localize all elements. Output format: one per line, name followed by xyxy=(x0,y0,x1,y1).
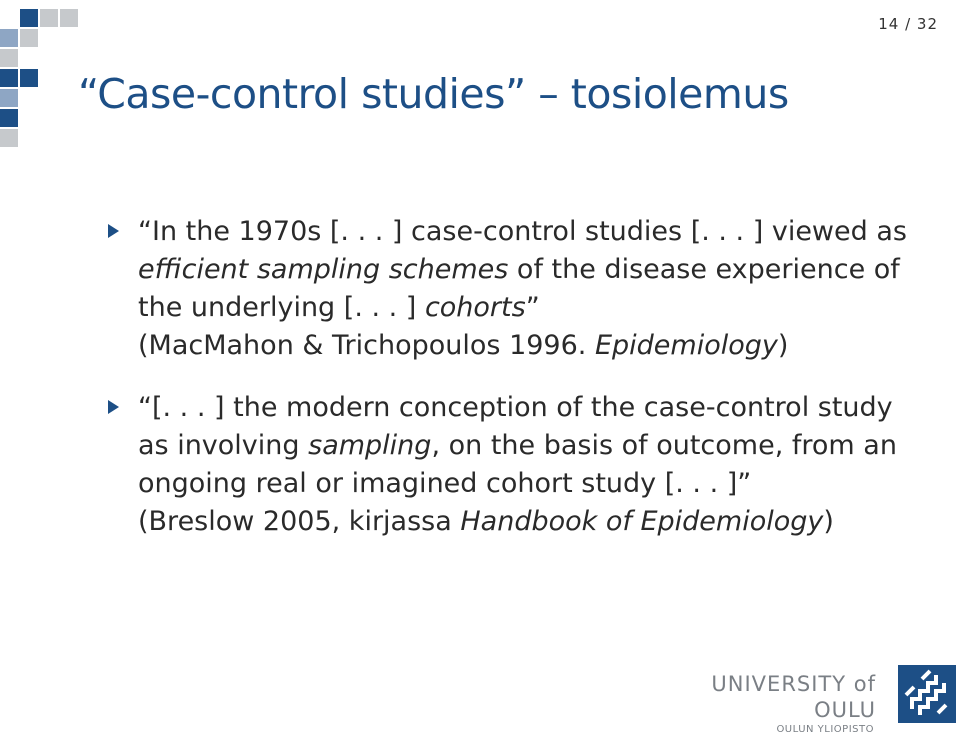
citation-line: (Breslow 2005, kirjassa Handbook of Epidemiology) xyxy=(138,506,834,537)
logo-main-text: UNIVERSITY of OULU xyxy=(711,672,876,722)
corner-decoration xyxy=(0,0,90,150)
bullet-list xyxy=(108,213,908,565)
bullet-arrow-icon xyxy=(108,400,119,414)
bullet-line: as involving sampling, on the basis of outcome, from an xyxy=(138,430,897,461)
university-emblem-icon xyxy=(898,665,956,723)
bullet-arrow-icon xyxy=(108,224,119,238)
bullet-line: ongoing real or imagined cohort study [. . . ]” xyxy=(138,468,752,499)
bullet-line: the underlying [. . . ] cohorts” xyxy=(138,292,540,323)
bullet-item-1 xyxy=(108,213,908,365)
citation-line: (MacMahon & Trichopoulos 1996. Epidemiology) xyxy=(138,330,789,361)
university-logo xyxy=(651,665,956,735)
page-number: 14 / 32 xyxy=(878,15,938,33)
logo-wordmark xyxy=(651,671,876,737)
bullet-item-2 xyxy=(108,389,908,541)
bullet-line: efficient sampling schemes of the disease experience of xyxy=(138,254,900,285)
slide-title: “Case-control studies” – tosiolemus xyxy=(78,70,789,118)
bullet-line: “In the 1970s [. . . ] case-control studies [. . . ] viewed as xyxy=(138,216,907,247)
logo-sub-text: OULUN YLIOPISTO xyxy=(776,724,874,735)
bullet-line: “[. . . ] the modern conception of the case-control study xyxy=(138,392,893,423)
